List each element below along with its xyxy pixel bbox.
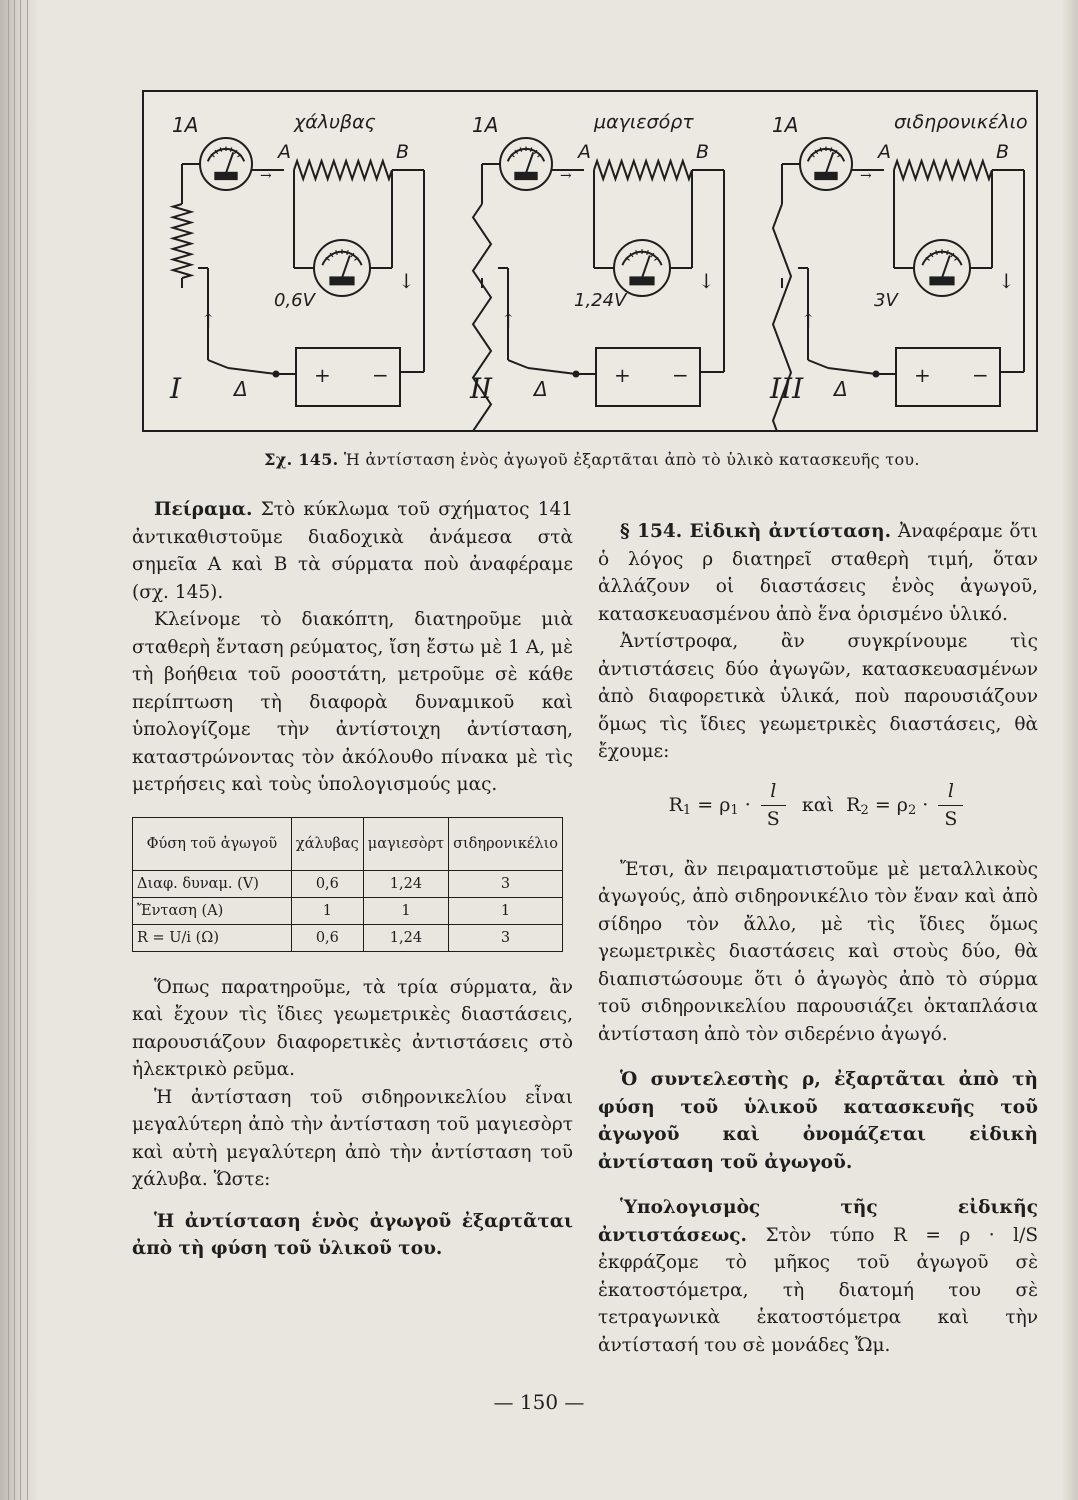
ammeter-icon-tick: [230, 147, 231, 151]
voltmeter-icon-body: [914, 240, 970, 296]
voltmeter-icon-body: [614, 240, 670, 296]
formula-rho2-sub: 2: [907, 802, 917, 818]
rheostat-icon: [173, 204, 191, 278]
voltmeter-icon-body: [314, 240, 370, 296]
calculation-paragraph: [598, 1194, 1038, 1359]
resistor-wire-icon: [294, 161, 392, 179]
formula-r1: R: [668, 793, 683, 816]
circuit-diagrams: [144, 92, 1036, 430]
ammeter-icon-tick: [530, 147, 531, 151]
battery-minus: −: [672, 363, 689, 387]
formula-dot: ·: [744, 793, 751, 816]
point-a-label: A: [578, 141, 591, 163]
experiment-heading: Πείραμα.: [154, 499, 253, 520]
wire: [508, 360, 528, 368]
arrow-up-icon: ↑: [800, 309, 817, 333]
panel-numeral: II: [470, 372, 493, 405]
measurements-table: [132, 817, 563, 952]
coefficient-paragraph: Ὁ συντελεστὴς ρ, ἐξαρτᾶται ἀπὸ τὴ φύση τοῦ ὑλικοῦ κατασκευῆς τοῦ ἀγωγοῦ καὶ ὀνομάζεται εἰδικὴ ἀντίσταση τοῦ ἀγωγοῦ.: [598, 1069, 1038, 1173]
arrow-up-icon: ↑: [500, 309, 517, 333]
material-label: σιδηρονικέλιο: [894, 111, 1028, 133]
ammeter-icon-base: [214, 172, 237, 180]
ammeter-icon-tick: [820, 147, 821, 151]
table-cell: 1: [449, 897, 563, 924]
formula-fraction: [761, 778, 786, 834]
battery-minus: −: [972, 363, 989, 387]
battery-plus: +: [614, 363, 631, 387]
ammeter-icon-needle: [826, 152, 833, 173]
point-b-label: B: [996, 141, 1010, 163]
voltmeter-icon-base: [329, 276, 354, 285]
table-header-cell: Φύση τοῦ ἀγωγοῦ: [133, 817, 292, 870]
experiment-paragraph: [132, 496, 573, 606]
arrow-down-icon: ↓: [998, 269, 1015, 293]
caption-text: Ἡ ἀντίσταση ἑνὸς ἀγωγοῦ ἐξαρτᾶται ἀπὸ τὸ ὑλικὸ κατασκευῆς του.: [338, 450, 920, 469]
current-label: 1A: [772, 113, 799, 137]
formula-rho1: ρ: [719, 793, 731, 816]
voltmeter-icon-tick: [947, 250, 948, 255]
ammeter-icon-body: [800, 138, 852, 190]
formula-and: καὶ: [801, 793, 835, 816]
section-paragraph: [598, 518, 1038, 628]
figure-caption: [142, 450, 1042, 469]
arrow-right-icon: →: [260, 168, 272, 184]
calculation-heading: Ὑπολογισμὸς τῆς εἰδικῆς ἀντιστάσεως.: [598, 1197, 1038, 1246]
voltmeter-icon-needle: [942, 255, 950, 277]
ammeter-icon-tick: [220, 147, 221, 151]
voltmeter-icon-needle: [642, 255, 650, 277]
table-cell: 3: [449, 870, 563, 897]
arrow-down-icon: ↓: [398, 269, 415, 293]
voltmeter-icon-tick: [636, 250, 637, 255]
switch-label: Δ: [234, 377, 248, 401]
formula-denominator: S: [944, 808, 958, 830]
ammeter-icon-body: [200, 138, 252, 190]
formula-numerator: l: [938, 778, 963, 807]
table-cell: 0,6: [291, 870, 363, 897]
formula-denominator: S: [766, 808, 780, 830]
ammeter-icon-tick: [520, 147, 521, 151]
table-cell: 1: [291, 897, 363, 924]
conclusion-paragraph: Ἡ ἀντίσταση ἑνὸς ἀγωγοῦ ἐξαρτᾶται ἀπὸ τὴ φύση τοῦ ὑλικοῦ του.: [132, 1210, 573, 1259]
current-label: 1A: [172, 113, 199, 137]
table-header-row: [133, 817, 563, 870]
formula-eq: =: [697, 793, 714, 816]
table-cell: 1,24: [363, 870, 448, 897]
material-label: μαγιεσόρτ: [594, 111, 694, 133]
panel-numeral: I: [170, 372, 182, 405]
table-cell: 1,24: [363, 924, 448, 951]
voltage-label: 1,24V: [574, 290, 627, 311]
switch-lever-icon: [528, 368, 576, 374]
ammeter-icon-tick: [830, 147, 831, 151]
circuit-figure: [142, 90, 1038, 432]
section-heading: § 154. Εἰδικὴ ἀντίσταση.: [620, 521, 892, 542]
voltmeter-icon-tick: [336, 250, 337, 255]
ammeter-icon-needle: [526, 152, 533, 173]
table-cell: 0,6: [291, 924, 363, 951]
voltmeter-icon-tick: [647, 250, 648, 255]
voltmeter-icon-base: [929, 276, 954, 285]
caption-label: Σχ. 145.: [264, 450, 339, 469]
ammeter-icon-needle: [226, 152, 233, 173]
arrow-right-icon: →: [560, 168, 572, 184]
point-b-label: B: [696, 141, 710, 163]
wire: [208, 360, 228, 368]
formula-eq: =: [874, 793, 891, 816]
left-column: [132, 496, 573, 1263]
table-header-cell: χάλυβας: [291, 817, 363, 870]
formula-r1-sub: 1: [682, 802, 692, 818]
battery-minus: −: [372, 363, 389, 387]
arrow-right-icon: →: [860, 168, 872, 184]
resistor-wire-icon: [894, 161, 992, 179]
voltmeter-icon-base: [629, 276, 654, 285]
table-cell: R = U/i (Ω): [133, 924, 292, 951]
formula-r2: R: [846, 793, 861, 816]
voltage-label: 3V: [874, 290, 898, 311]
switch-lever-icon: [828, 368, 876, 374]
material-label: χάλυβας: [294, 111, 376, 133]
resistor-wire-icon: [594, 161, 692, 179]
switch-label: Δ: [534, 377, 548, 401]
ammeter-icon-base: [814, 172, 837, 180]
table-row: [133, 870, 563, 897]
voltmeter-icon-tick: [347, 250, 348, 255]
switch-label: Δ: [834, 377, 848, 401]
battery-plus: +: [314, 363, 331, 387]
table-cell: 3: [449, 924, 563, 951]
formula-numerator: l: [761, 778, 786, 807]
voltmeter-icon-needle: [342, 255, 350, 277]
converse-paragraph: Ἀντίστροφα, ἂν συγκρίνουμε τὶς ἀντιστάσεις δύο ἀγωγῶν, κατασκευασμένων ἀπὸ διαφορετικὰ ὑλικά, ποὺ παρουσιάζουν ὅμως τὶς ἴδιες γεωμετρικὲς διαστάσεις, θὰ ἔχουμε:: [598, 631, 1038, 762]
voltage-label: 0,6V: [274, 290, 315, 311]
formula-r2-sub: 2: [860, 802, 869, 818]
table-cell: 1: [363, 897, 448, 924]
book-binding-shadow: [0, 0, 40, 1500]
observation-paragraph: Ὅπως παρατηροῦμε, τὰ τρία σύρματα, ἂν καὶ ἔχουν τὶς ἴδιες γεωμετρικὲς διαστάσεις, παρουσιάζουν διαφορετικὲς ἀντιστάσεις στὸ ἠλεκτρικὸ ρεῦμα.: [132, 976, 573, 1080]
table-cell: Διαφ. δυναμ. (V): [133, 870, 292, 897]
formula-rho2: ρ: [896, 793, 908, 816]
comparison-paragraph: Ἡ ἀντίσταση τοῦ σιδηρονικελίου εἶναι μεγαλύτερη ἀπὸ τὴν ἀντίσταση τοῦ μαγιεσὸρτ καὶ αὐτὴ μεγαλύτερη ἀπὸ τὴν ἀντίσταση τοῦ χάλυβα. Ὥστε:: [132, 1086, 573, 1190]
table-row: [133, 897, 563, 924]
arrow-up-icon: ↑: [200, 309, 217, 333]
calculation-text: Στὸν τύπο R = ρ · l/S ἐκφράζομε τὸ μῆκος τοῦ ἀγωγοῦ σὲ ἑκατοστόμετρα, τὴ διατομή του σὲ τετραγωνικὰ ἑκατοστόμετρα καὶ τὴν ἀντίστασή του σὲ μονάδες Ὤμ.: [598, 1224, 1038, 1356]
table-row: [133, 924, 563, 951]
arrow-down-icon: ↓: [698, 269, 715, 293]
point-a-label: A: [278, 141, 291, 163]
right-column: [598, 518, 1038, 1359]
panel-numeral: III: [770, 372, 804, 405]
point-b-label: B: [396, 141, 410, 163]
page-number: — 150 —: [493, 1390, 585, 1414]
table-header-cell: σιδηρονικέλιο: [449, 817, 563, 870]
ammeter-icon-body: [500, 138, 552, 190]
voltmeter-icon-tick: [936, 250, 937, 255]
resistance-formula: [598, 778, 1038, 844]
section-text: Ἀναφέραμε ὅτι ὁ λόγος ρ διατηρεῖ σταθερὴ τιμή, ὅταν ἀλλάζουν οἱ διαστάσεις ἑνὸς ἀγωγοῦ, κατασκευασμένου ἀπὸ ἕνα ὁρισμένο ὑλικό.: [598, 521, 1038, 625]
procedure-paragraph: Κλείνομε τὸ διακόπτη, διατηροῦμε μιὰ σταθερὴ ἔνταση ρεύματος, ἴση ἔστω μὲ 1 Α, μὲ τὴ βοήθεια τοῦ ροοστάτη, μετροῦμε σὲ κάθε περίπτωση τὴ διαφορὰ δυναμικοῦ καὶ ὑπολογίζομε τὴν ἀντίστοιχη ἀντίσταση, καταστρώνοντας τὸν ἀκόλουθο πίνακα μὲ τὶς μετρήσεις καὶ τοὺς ὑπολογισμούς μας.: [132, 609, 573, 795]
table-header-cell: μαγιεσὸρτ: [363, 817, 448, 870]
battery-plus: +: [914, 363, 931, 387]
current-label: 1A: [472, 113, 499, 137]
iron-comparison-paragraph: Ἔτσι, ἂν πειραματιστοῦμε μὲ μεταλλικοὺς ἀγωγούς, ἀπὸ σιδηρονικέλιο τὸν ἕναν καὶ ἀπὸ σίδηρο τὸν ἄλλο, μὲ τὶς ἴδιες ὅμως γεωμετρικὲς διαστάσεις καὶ στοὺς δύο, θὰ διαπιστώσουμε ὅτι ὁ ἀγωγὸς ἀπὸ τὸ σύρμα τοῦ σιδηρονικελίου παρουσιάζει ὀκταπλάσια ἀντίσταση ἀπὸ τὸν σιδερένιο ἀγωγό.: [598, 858, 1038, 1045]
switch-lever-icon: [228, 368, 276, 374]
formula-rho1-sub: 1: [730, 802, 739, 818]
table-cell: Ἔνταση (A): [133, 897, 292, 924]
formula-dot: ·: [922, 793, 929, 816]
wire: [808, 360, 828, 368]
ammeter-icon-base: [514, 172, 537, 180]
formula-fraction: [938, 778, 963, 834]
experiment-text: Στὸ κύκλωμα τοῦ σχήματος 141 ἀντικαθιστοῦμε διαδοχικὰ ἀνάμεσα στὰ σημεῖα Α καὶ Β τὰ σύρματα ποὺ ἀναφέραμε (σχ. 145).: [132, 499, 573, 603]
point-a-label: A: [878, 141, 891, 163]
page-right-edge: [1062, 0, 1078, 1500]
